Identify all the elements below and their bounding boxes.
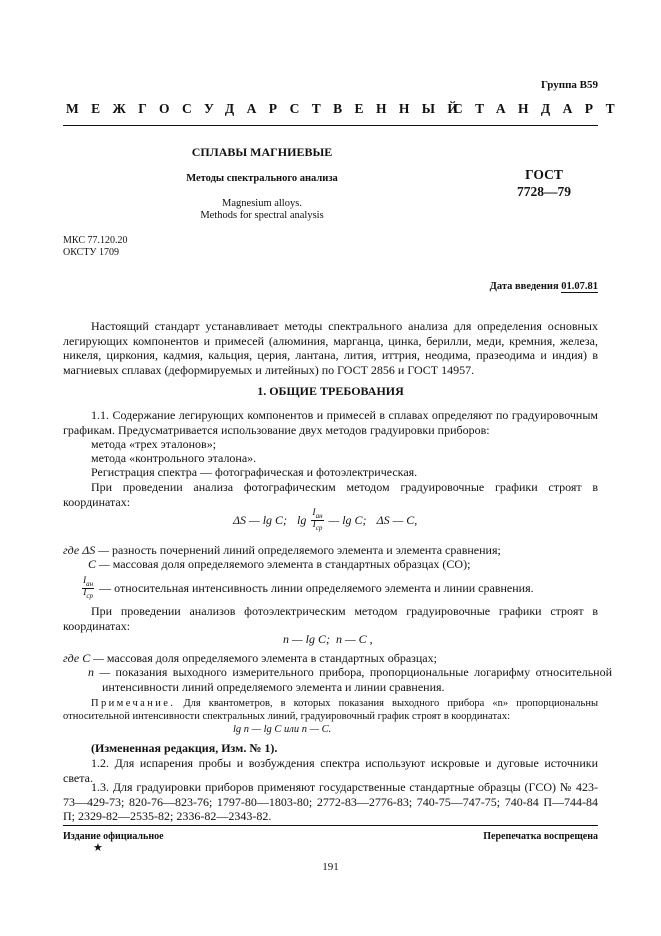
doc-subtitle: Методы спектрального анализа [186,173,338,184]
star-icon: ★ [93,842,103,854]
formula-term-2: — lg C; [328,512,367,527]
definition-intensity-ratio: $\frac{I_{ан}}{I_{ср}}$ — относительная интенсивность линии определяемого элемента и линии сравнения. [83,576,534,600]
definition-delta-s: где ΔS — разность почернений линий определяемого элемента и элемента сравнения; [63,543,501,557]
mks-code: МКС 77.120.20 [63,235,128,246]
clause-1-3: 1.3. Для градуировки приборов применяют государственные стандартные образцы (ГСО) № 423-73—429-73; 820-76—823-76; 1797-80—1803-80; 2772-83—2776-83; 740-75—747-75; 740-84 П—744-84 П; 2329-82—2535-82; 2336-82—2343-82. [63,780,598,824]
formula-lg: lg [297,512,307,527]
effective-date-value: 01.07.81 [561,281,598,292]
note-text: Для квантометров, в которых показания выходного прибора «n» пропорциональны относительной интенсивности спектральных линий, градуировочный график строят в координатах: [63,698,599,722]
method-control-standard: метода «контрольного эталона». [91,451,257,465]
section-heading: 1. ОБЩИЕ ТРЕБОВАНИЯ [257,384,404,398]
clause-1-2: 1.2. Для испарения пробы и возбуждения спектра используют искровые и дуговые источники света. [63,756,598,785]
effective-date-label: Дата введения [489,281,559,292]
note-formula: lg n — lg C или n — C. [233,724,332,735]
note [63,697,598,723]
amendment-note: (Измененная редакция, Изм. № 1). [91,741,278,755]
formula-photographic [233,509,417,532]
intensity-ratio-small: $\frac{I_{ан}}{I_{ср}}$ [83,576,94,600]
photographic-method-paragraph: При проведении анализа фотографическим методом градуировочные графики строят в координатах: [63,480,598,509]
header-rule [63,125,598,126]
photoelectric-method-paragraph: При проведении анализов фотоэлектрическим методом градуировочные графики строят в координатах: [63,604,598,633]
okstu-code: ОКСТУ 1709 [63,247,120,258]
english-title-2: Methods for spectral analysis [200,210,324,221]
definition-c: C — массовая доля определяемого элемента в стандартных образцах (СО); [88,557,471,571]
formula-term-3: ΔS — C, [376,512,418,527]
reprint-prohibited: Перепечатка воспрещена [483,831,598,842]
gost-number: 7728—79 [517,184,571,199]
english-title-1: Magnesium alloys. [222,198,302,209]
page-number: 191 [322,861,339,873]
intensity-ratio: $\frac{I_{ан}}{I_{ср}}$ [312,508,323,532]
official-edition: Издание официальное [63,831,164,842]
formula-photoelectric: n — lg C; n — C , [283,632,373,646]
banner-left: МЕЖГОСУДАРСТВЕННЫЙ [66,101,471,116]
spectrum-registration: Регистрация спектра — фотографическая и фотоэлектрическая. [91,465,418,479]
doc-title: СПЛАВЫ МАГНИЕВЫЕ [191,145,333,159]
group-code: Группа В59 [540,79,598,91]
footer-rule [63,825,598,826]
note-label: Примечание. [91,698,176,709]
clause-1-1: 1.1. Содержание легирующих компонентов и примесей в сплавах определяют по градуировочным графикам. Предусматривается использование двух методов градуировки приборов: [63,408,598,437]
intro-paragraph: Настоящий стандарт устанавливает методы спектрального анализа для определения основных легирующих компонентов и примесей (алюминия, марганца, цинка, берилли, меди, кремния, железа, никеля, циркония, кадмия, кальция, церия, лантана, лития, иттрия, неодима, празеодима и индия) в магниевых сплавах (деформируемых и литейных) по ГОСТ 2856 и ГОСТ 14957. [63,319,598,377]
formula-term-1: ΔS — lg C; [233,512,288,527]
definition-c-2: где C — массовая доля определяемого элемента в стандартных образцах; [63,651,437,665]
effective-date [490,281,598,292]
gost-label: ГОСТ [525,167,563,182]
banner-right: СТАНДАРТ [453,101,627,116]
method-three-standards: метода «трех эталонов»; [91,437,217,451]
definition-n: n — показания выходного измерительного прибора, пропорциональные логарифму относительной интенсивности линий определяемого элемента и линии сравнения. [88,665,613,694]
